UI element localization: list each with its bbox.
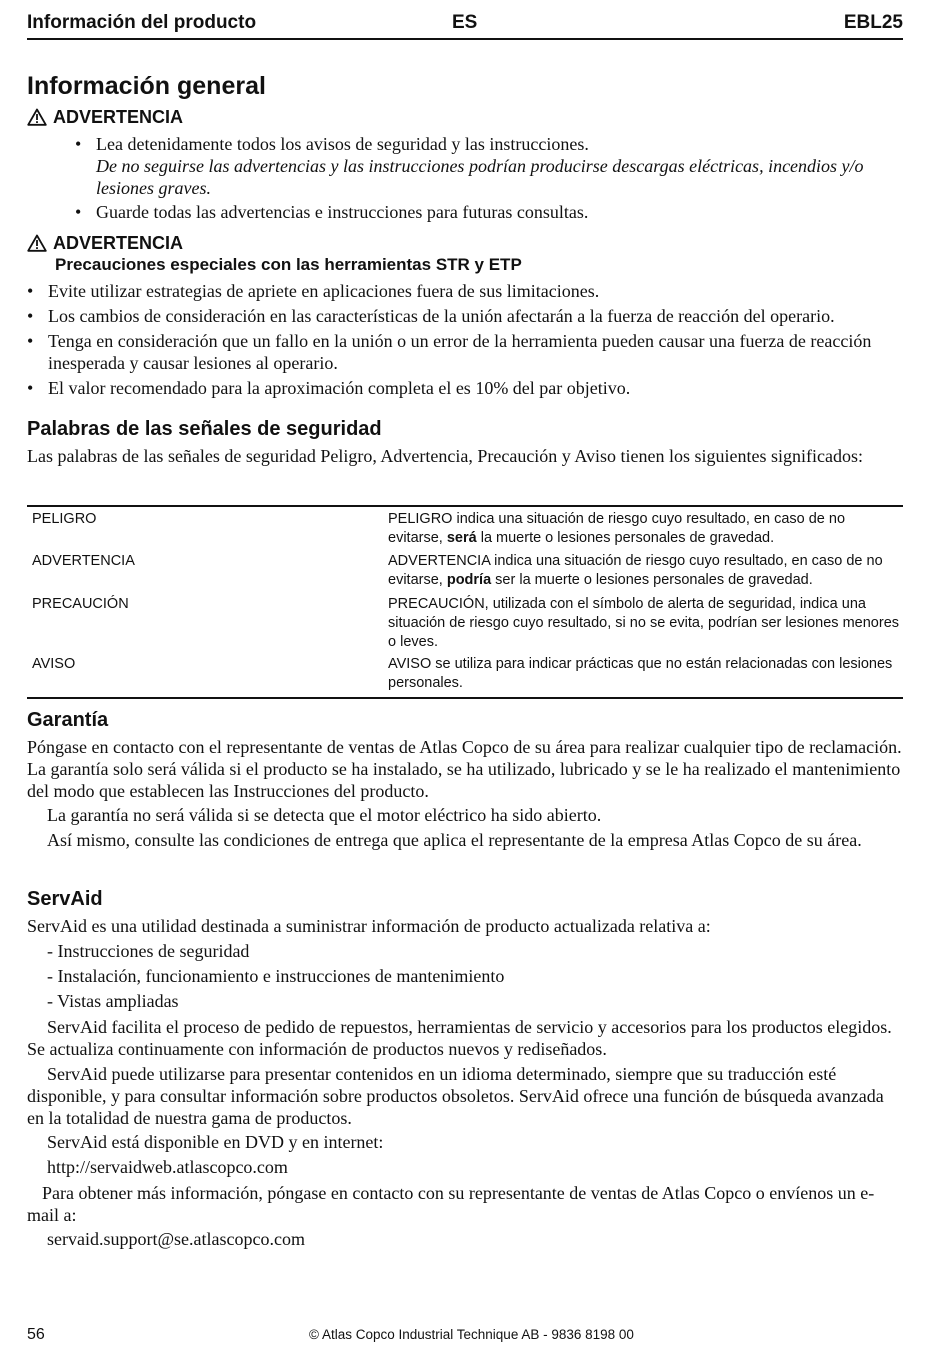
signal-words-table bbox=[27, 505, 903, 699]
header-product-code: EBL25 bbox=[843, 12, 903, 33]
table-row bbox=[27, 507, 903, 549]
page-number: 56 bbox=[27, 1326, 45, 1343]
servaid-paragraph: Para obtener más información, póngase en contacto con su representante de ventas de Atlas Copco o envíenos un e-mail a: bbox=[27, 1183, 875, 1225]
bullet-text: El valor recomendado para la aproximación completa el es 10% del par objetivo. bbox=[48, 378, 631, 398]
servaid-paragraph: ServAid facilita el proceso de pedido de repuestos, herramientas de servicio y accesorios para los productos elegidos. Se actualiza continuamente con información de productos nuevos y rediseñados. bbox=[27, 1017, 892, 1059]
table-row bbox=[27, 652, 903, 697]
page-title: Información general bbox=[27, 72, 266, 100]
bullet-text: Lea detenidamente todos los avisos de seguridad y las instrucciones. bbox=[96, 134, 589, 154]
list-item: - Instalación, funcionamiento e instrucciones de mantenimiento bbox=[47, 966, 505, 986]
signal-words-intro: Las palabras de las señales de seguridad Peligro, Advertencia, Precaución y Aviso tienen los siguientes significados: bbox=[27, 446, 863, 466]
list-item: • Guarde todas las advertencias e instrucciones para futuras consultas. bbox=[75, 201, 903, 223]
table-row bbox=[27, 592, 903, 652]
table-cell-term: AVISO bbox=[32, 656, 76, 672]
table-cell-term: ADVERTENCIA bbox=[32, 553, 135, 569]
table-cell-definition: PELIGRO indica una situación de riesgo cuyo resultado, en caso de no evitarse, será la muerte o lesiones personales de gravedad. bbox=[388, 511, 846, 546]
warning-triangle-icon bbox=[27, 234, 47, 252]
section-heading-warranty: Garantía bbox=[27, 709, 109, 731]
bullet-text: Guarde todas las advertencias e instrucciones para futuras consultas. bbox=[96, 202, 589, 222]
list-item: • Tenga en consideración que un fallo en la unión o un error de la herramienta pueden causar una fuerza de reacción inesperada y causar lesiones al operario. bbox=[27, 330, 903, 374]
warranty-paragraph: La garantía no será válida si se detecta que el motor eléctrico ha sido abierto. bbox=[47, 805, 602, 825]
list-item: • Evite utilizar estrategias de apriete en aplicaciones fuera de sus limitaciones. bbox=[27, 280, 903, 302]
list-item: • Los cambios de consideración en las características de la unión afectarán a la fuerza de reacción del operario. bbox=[27, 305, 903, 327]
table-row bbox=[27, 549, 903, 592]
header-section-title: Información del producto bbox=[27, 12, 257, 33]
table-cell-term: PRECAUCIÓN bbox=[32, 596, 129, 612]
warning-subtitle: Precauciones especiales con las herramientas STR y ETP bbox=[55, 255, 522, 274]
bullet-italic-text: De no seguirse las advertencias y las instrucciones podrían producirse descargas eléctricas, incendios y/o lesiones graves. bbox=[96, 156, 864, 198]
table-cell-definition: ADVERTENCIA indica una situación de riesgo cuyo resultado, en caso de no evitarse, podría ser la muerte o lesiones personales de gravedad. bbox=[388, 553, 883, 588]
servaid-paragraph: ServAid puede utilizarse para presentar contenidos en un idioma determinado, siempre que su traducción esté disponible, y para consultar información sobre productos obsoletos. ServAid ofrece una función de búsqueda avanzada en la totalidad de nuestra gama de productos. bbox=[27, 1064, 884, 1128]
servaid-url-link[interactable]: http://servaidweb.atlascopco.com bbox=[47, 1157, 288, 1177]
bullet-text: Los cambios de consideración en las características de la unión afectarán a la fuerza de reacción del operario. bbox=[48, 306, 835, 326]
servaid-intro: ServAid es una utilidad destinada a suministrar información de producto actualizada relativa a: bbox=[27, 916, 711, 936]
bullet-text: Evite utilizar estrategias de apriete en aplicaciones fuera de sus limitaciones. bbox=[48, 281, 600, 301]
header-language-code: ES bbox=[452, 12, 478, 33]
section-heading-signal-words: Palabras de las señales de seguridad bbox=[27, 418, 382, 440]
warning-triangle-icon bbox=[27, 108, 47, 126]
table-cell-definition: PRECAUCIÓN, utilizada con el símbolo de alerta de seguridad, indica una situación de riesgo cuyo resultado, si no se evita, podrían ser lesiones menores o leves. bbox=[388, 596, 900, 650]
warning-block-2 bbox=[27, 233, 522, 275]
table-cell-definition: AVISO se utiliza para indicar prácticas que no están relacionadas con lesiones personales. bbox=[388, 656, 893, 691]
list-item: - Instrucciones de seguridad bbox=[47, 941, 250, 961]
table-cell-term: PELIGRO bbox=[32, 511, 97, 527]
list-item: - Vistas ampliadas bbox=[47, 991, 179, 1011]
warning-block-1 bbox=[27, 107, 183, 128]
warning-label: ADVERTENCIA bbox=[53, 233, 184, 253]
section-heading-servaid: ServAid bbox=[27, 888, 103, 910]
servaid-paragraph: ServAid está disponible en DVD y en internet: bbox=[47, 1132, 384, 1152]
warranty-paragraph: Póngase en contacto con el representante de ventas de Atlas Copco de su área para realizar cualquier tipo de reclamación. La garantía solo será válida si el producto se ha instalado, se ha utilizado, lubricado y se le ha realizado el mantenimiento del modo que establecen las Instrucciones del producto. bbox=[27, 737, 902, 801]
warning-label: ADVERTENCIA bbox=[53, 107, 184, 127]
page-header bbox=[27, 10, 903, 40]
bullet-text: Tenga en consideración que un fallo en la unión o un error de la herramienta pueden causar una fuerza de reacción inesperada y causar lesiones al operario. bbox=[48, 331, 872, 373]
warranty-paragraph: Así mismo, consulte las condiciones de entrega que aplica el representante de la empresa Atlas Copco de su área. bbox=[47, 830, 862, 850]
list-item: • Lea detenidamente todos los avisos de seguridad y las instrucciones. De no seguirse las advertencias y las instrucciones podrían producirse descargas eléctricas, incendios y/o lesiones graves. bbox=[75, 133, 903, 199]
footer-copyright: © Atlas Copco Industrial Technique AB - 9836 8198 00 bbox=[309, 1327, 634, 1342]
servaid-email-link[interactable]: servaid.support@se.atlascopco.com bbox=[47, 1229, 306, 1249]
list-item: • El valor recomendado para la aproximación completa el es 10% del par objetivo. bbox=[27, 377, 903, 399]
